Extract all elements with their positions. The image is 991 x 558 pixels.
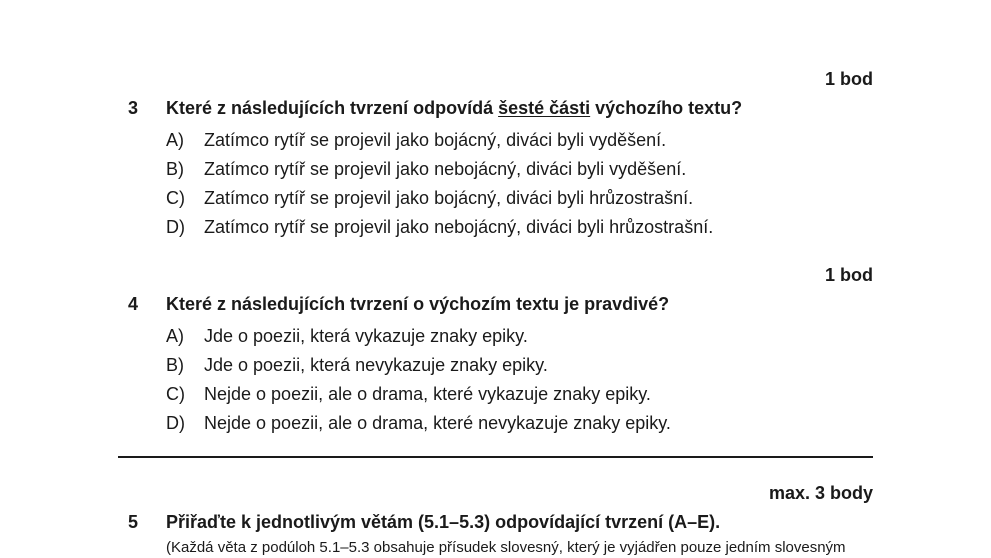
q3-option-a (166, 129, 666, 151)
q5-points: max. 3 body (768, 483, 873, 503)
q3-number: 3 (128, 98, 139, 118)
option-letter: C) (166, 188, 185, 208)
option-text: Jde o poezii, která nevykazuje znaky epiky. (204, 355, 548, 375)
q3-option-d (166, 216, 713, 238)
q3-question-underlined: šesté části (498, 98, 591, 118)
option-letter: A) (166, 326, 184, 346)
option-letter: B) (166, 355, 184, 375)
option-text: Zatímco rytíř se projevil jako bojácný, diváci byli vyděšení. (204, 130, 667, 150)
option-letter: A) (166, 130, 184, 150)
q3-option-b (166, 158, 686, 180)
option-text: Zatímco rytíř se projevil jako bojácný, diváci byli hrůzostrašní. (204, 188, 694, 208)
q3-question-start: Které z následujících tvrzení odpovídá (166, 98, 499, 118)
q4-number: 4 (128, 294, 139, 314)
q4-option-b (166, 354, 548, 376)
q5-question: Přiřaďte k jednotlivým větám (5.1–5.3) odpovídající tvrzení (A–E). (166, 512, 721, 532)
q3-question (166, 97, 742, 119)
q3-points: 1 bod (825, 69, 873, 89)
option-letter: D) (166, 413, 185, 433)
option-letter: D) (166, 217, 185, 237)
option-text: Jde o poezii, která vykazuje znaky epiky. (204, 326, 528, 346)
q4-option-c (166, 383, 651, 405)
option-letter: C) (166, 384, 185, 404)
option-text: Zatímco rytíř se projevil jako nebojácný, diváci byli hrůzostrašní. (204, 217, 714, 237)
section-divider (118, 456, 873, 458)
option-text: Nejde o poezii, ale o drama, které vykazuje znaky epiky. (204, 384, 651, 404)
option-text: Zatímco rytíř se projevil jako nebojácný, diváci byli vyděšení. (204, 159, 687, 179)
q4-option-a (166, 325, 528, 347)
option-text: Nejde o poezii, ale o drama, které nevykazuje znaky epiky. (204, 413, 671, 433)
option-letter: B) (166, 159, 184, 179)
q4-question: Které z následujících tvrzení o výchozím textu je pravdivé? (166, 294, 670, 314)
q3-question-end: výchozího textu? (590, 98, 743, 118)
q5-number: 5 (128, 512, 139, 532)
q4-points: 1 bod (825, 265, 873, 285)
q5-instruction-note: (Každá věta z podúloh 5.1–5.3 obsahuje přísudek slovesný, který je vyjádřen pouze jedním slovesným (166, 539, 846, 556)
q4-option-d (166, 412, 671, 434)
q3-option-c (166, 187, 693, 209)
